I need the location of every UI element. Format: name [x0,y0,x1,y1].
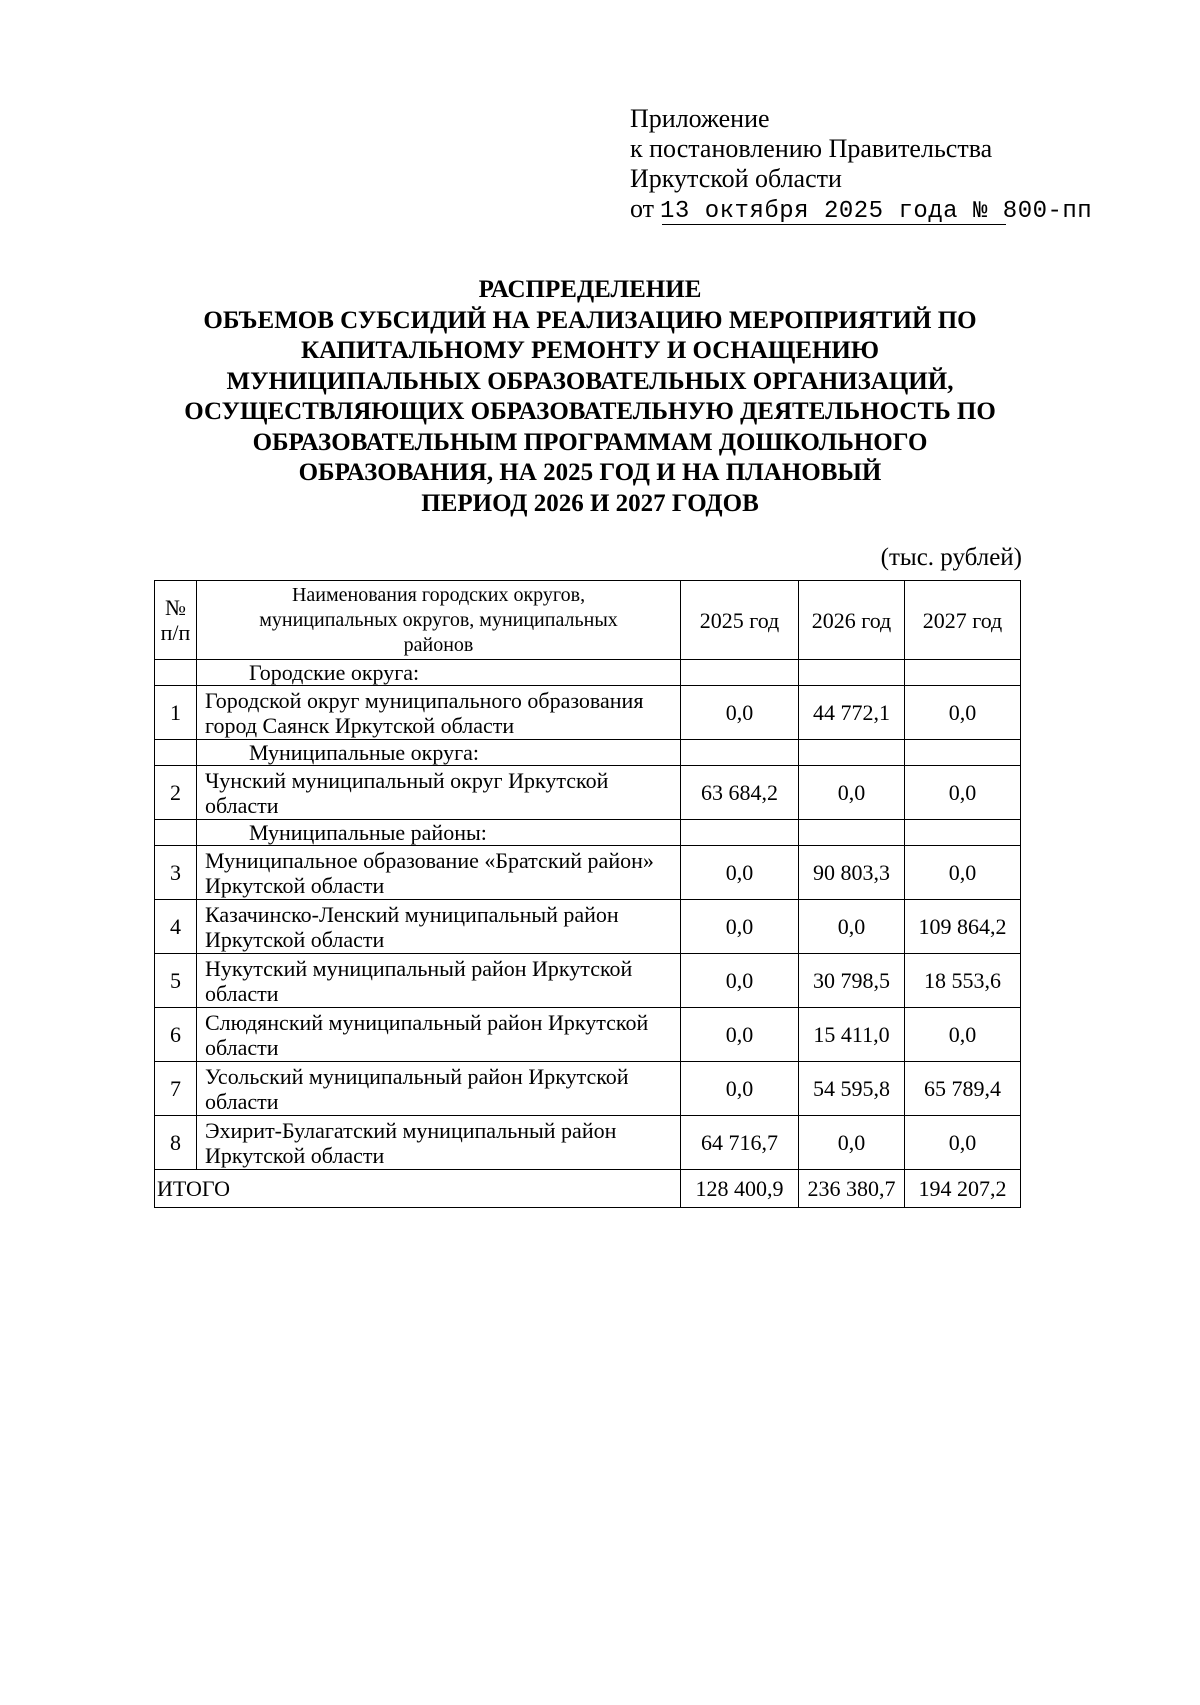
row-name [197,900,681,954]
header-name [197,581,681,660]
value-2027: 0,0 [905,1008,1021,1062]
appendix-block [630,104,1092,227]
value-2025: 0,0 [681,954,799,1008]
value-2026: 15 411,0 [799,1008,905,1062]
table-total-row [155,1170,1021,1208]
total-2025: 128 400,9 [681,1170,799,1208]
order-prefix: от [630,194,655,223]
appendix-resolution-line: к постановлению Правительства [630,134,993,163]
row-name-line: Чунский муниципальный округ Иркутской [205,767,609,793]
value-2027: 109 864,2 [905,900,1021,954]
row-name-line: Муниципальное образование «Братский район» [205,847,654,873]
value-2026: 0,0 [799,766,905,820]
row-name-line: Эхирит-Булагатский муниципальный район [205,1117,617,1143]
header-name-line: Наименования городских округов, [291,583,586,606]
subsidy-table [154,580,1021,1208]
table-row [155,686,1021,740]
total-2026: 236 380,7 [799,1170,905,1208]
value-2025: 64 716,7 [681,1116,799,1170]
header-2025: 2025 год [681,581,799,660]
table-row [155,1116,1021,1170]
value-2027: 0,0 [905,1116,1021,1170]
appendix-order-line [630,194,1092,227]
title-line: МУНИЦИПАЛЬНЫХ ОБРАЗОВАТЕЛЬНЫХ ОРГАНИЗАЦИЙ, [226,367,954,395]
row-number: 7 [155,1062,197,1116]
total-label: ИТОГО [155,1170,681,1208]
row-name [197,846,681,900]
value-2025: 0,0 [681,846,799,900]
table-group-row [155,820,1021,846]
header-number [155,581,197,660]
total-2027: 194 207,2 [905,1170,1021,1208]
value-2026: 0,0 [799,1116,905,1170]
row-number: 2 [155,766,197,820]
title-line: ОБРАЗОВАТЕЛЬНЫМ ПРОГРАММАМ ДОШКОЛЬНОГО [252,428,928,456]
table-row [155,1008,1021,1062]
row-name-line: Городской округ муниципального образования [205,687,644,713]
table-row [155,900,1021,954]
value-2026: 90 803,3 [799,846,905,900]
value-2027: 0,0 [905,766,1021,820]
table-group-row [155,660,1021,686]
title-line: РАСПРЕДЕЛЕНИЕ [478,276,702,303]
value-2027: 0,0 [905,686,1021,740]
header-name-line: районов [403,633,474,656]
header-name-line: муниципальных округов, муниципальных [259,608,618,631]
title-line: ОСУЩЕСТВЛЯЮЩИХ ОБРАЗОВАТЕЛЬНУЮ ДЕЯТЕЛЬНОСТЬ ПО [184,398,996,425]
row-name-line: области [205,792,279,818]
value-2025: 63 684,2 [681,766,799,820]
title-line: ОБРАЗОВАНИЯ, НА 2025 ГОД И НА ПЛАНОВЫЙ [298,459,882,486]
row-name [197,686,681,740]
value-2026: 44 772,1 [799,686,905,740]
value-2026: 0,0 [799,900,905,954]
row-number: 1 [155,686,197,740]
row-number: 6 [155,1008,197,1062]
units-label: (тыс. рублей) [880,544,1022,571]
row-number: 8 [155,1116,197,1170]
header-number-abbr: п/п [160,620,191,645]
row-name-line: Иркутской области [205,1142,385,1168]
appendix-title: Приложение [630,104,770,133]
row-name-line: области [205,980,279,1006]
header-number-sign: № [165,595,186,620]
row-number: 4 [155,900,197,954]
value-2026: 54 595,8 [799,1062,905,1116]
value-2027: 18 553,6 [905,954,1021,1008]
row-name [197,1116,681,1170]
table-row [155,1062,1021,1116]
row-name-line: Слюдянский муниципальный район Иркутской [205,1009,649,1035]
value-2025: 0,0 [681,900,799,954]
document-title [150,275,1030,519]
group-label: Городские округа: [197,660,681,686]
table-group-row [155,740,1021,766]
order-underline [662,224,1006,225]
row-name-line: Иркутской области [205,926,385,952]
value-2026: 30 798,5 [799,954,905,1008]
row-name-line: Иркутской области [205,872,385,898]
row-number: 3 [155,846,197,900]
row-name [197,766,681,820]
value-2025: 0,0 [681,1062,799,1116]
value-2025: 0,0 [681,686,799,740]
row-name-line: Усольский муниципальный район Иркутской [205,1063,629,1089]
appendix-region-line: Иркутской области [630,164,842,193]
header-2026: 2026 год [799,581,905,660]
value-2027: 65 789,4 [905,1062,1021,1116]
row-name [197,954,681,1008]
row-name-line: город Саянск Иркутской области [205,712,515,738]
value-2027: 0,0 [905,846,1021,900]
row-number: 5 [155,954,197,1008]
table-row [155,954,1021,1008]
title-line: ПЕРИОД 2026 И 2027 ГОДОВ [421,489,759,517]
group-label: Муниципальные округа: [197,740,681,766]
title-line: КАПИТАЛЬНОМУ РЕМОНТУ И ОСНАЩЕНИЮ [300,337,880,364]
table-row [155,766,1021,820]
order-number: 13 октября 2025 года № 800-пп [660,198,1093,225]
row-name-line: области [205,1034,279,1060]
table-row [155,846,1021,900]
group-label: Муниципальные районы: [197,820,681,846]
value-2025: 0,0 [681,1008,799,1062]
row-name [197,1008,681,1062]
row-name-line: области [205,1088,279,1114]
row-name-line: Казачинско-Ленский муниципальный район [205,901,619,927]
row-name [197,1062,681,1116]
header-2027: 2027 год [905,581,1021,660]
row-name-line: Нукутский муниципальный район Иркутской [205,955,633,981]
table-header-row [155,581,1021,660]
title-line: ОБЪЕМОВ СУБСИДИЙ НА РЕАЛИЗАЦИЮ МЕРОПРИЯТИЙ ПО [203,306,977,334]
